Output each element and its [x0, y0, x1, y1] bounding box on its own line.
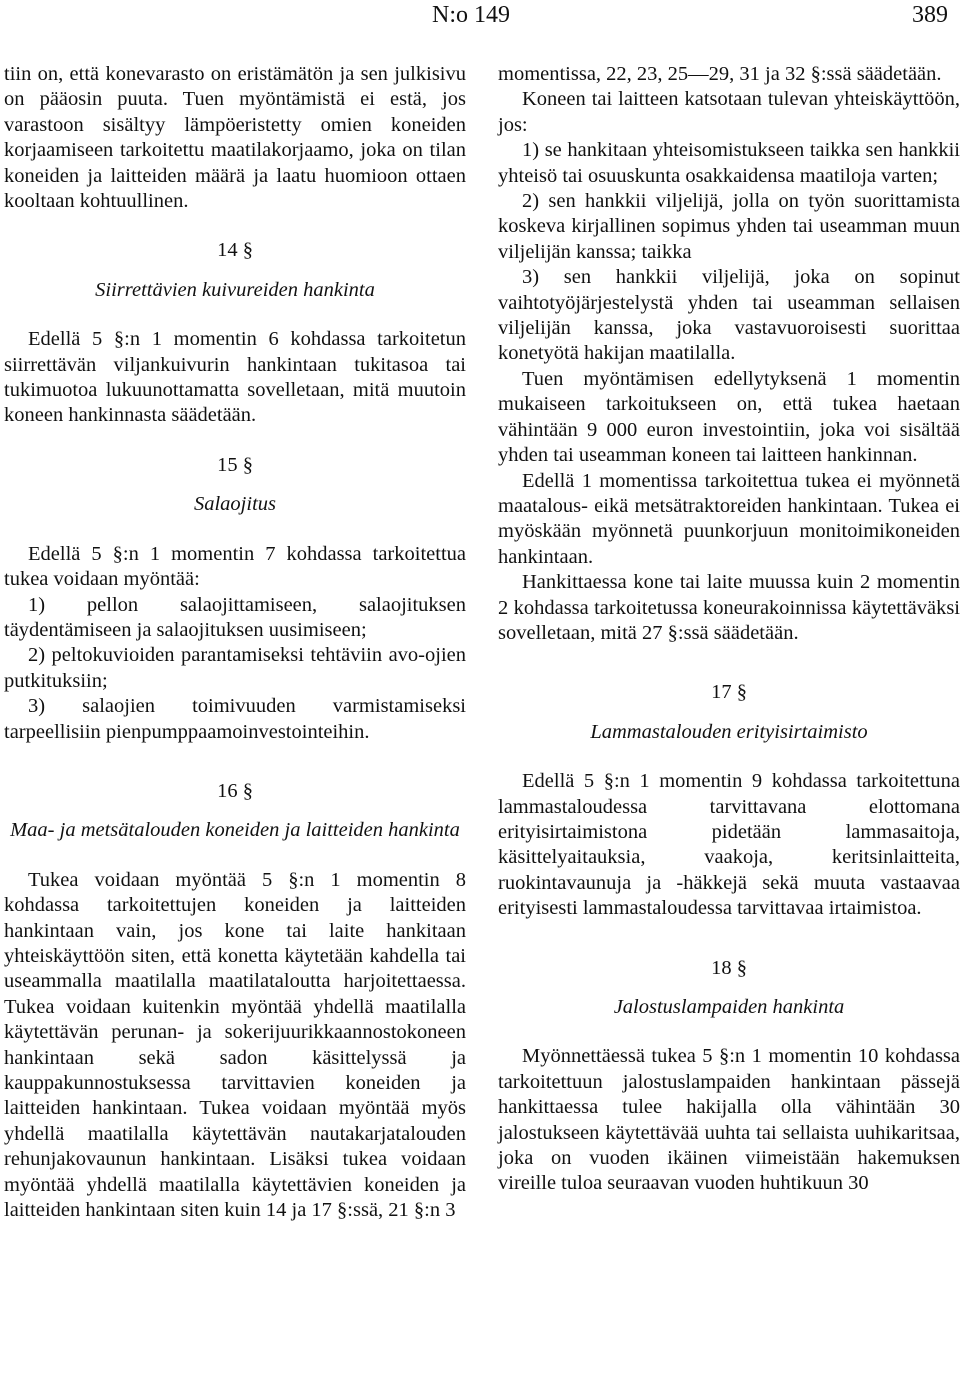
- section-title: Salaojitus: [193, 493, 276, 516]
- right-column: [498, 62, 960, 1197]
- section-number: 15 §: [217, 453, 253, 476]
- issue-number: N:o 149: [432, 2, 510, 28]
- section-number: 17 §: [711, 681, 747, 704]
- section-number: 16 §: [217, 779, 253, 802]
- paragraph: Edellä 5 §:n 1 momentin 7 kohdassa tarkoitettua tukea voidaan myöntää:: [4, 542, 466, 591]
- section-number: 14 §: [217, 239, 253, 262]
- list-item: 2) peltokuvioiden parantamiseksi tehtäviin avo-ojien putkituksiin;: [4, 644, 466, 692]
- paragraph: tiin on, että konevarasto on eristämätön ja sen julkisivu on pääosin puuta. Tuen myöntämistä ei estä, jos varastoon sisältyy lämpöeristetty omien koneiden korjaamiseen tarkoitettu maatilakorjaamo, joka on tilan koneiden ja laitteiden määrä ja laatu huomioon ottaen kooltaan kohtuullinen.: [4, 63, 466, 213]
- section-number: 18 §: [711, 956, 747, 979]
- section-title: Siirrettävien kuivureiden hankinta: [95, 278, 375, 301]
- paragraph: Koneen tai laitteen katsotaan tulevan yhteiskäyttöön, jos:: [498, 88, 960, 136]
- paragraph: Myönnettäessä tukea 5 §:n 1 momentin 10 kohdassa tarkoitettuun jalostuslampaiden hankintaan pässejä hankittaessa tulee hakijalla olla vähintään 30 jalostukseen käytettävää uuhta tai sellaista uuhikaritsaa, joka on vuoden ikäinen viimeistään hakemuksen vireille tuloa seuraavan vuoden huhtikuun 30: [498, 1045, 960, 1195]
- list-item: 2) sen hankkii viljelijä, jolla on työn suorittamista koskeva kirjallinen sopimus yhden tai useamman muun viljelijän kanssa; taikka: [498, 190, 960, 263]
- list-item: 1) pellon salaojittamiseen, salaojituksen täydentämiseen ja salaojituksen uusimiseen;: [4, 593, 466, 641]
- section-title: Maa- ja metsätalouden koneiden ja laitteiden hankinta: [10, 819, 460, 842]
- paragraph: Tukea voidaan myöntää 5 §:n 1 momentin 8 kohdassa tarkoitettujen koneiden ja laitteiden hankintaan vain, jos kone tai laite hankitaan yhteiskäyttöön siten, että konetta käytetään kahdella tai useammalla maatilalla maatilataloutta harjoitettaessa. Tukea voidaan kuitenkin myöntää yhdellä maatilalla käytettävän perunan- ja sokerijuurikkaannostokoneen hankintaan sekä sadon käsittelyssä ja kauppakunnostuksessa tarvittavien koneiden ja laitteiden hankintaan. Tukea voidaan myöntää myös yhdellä maatilalla käytettävän nautakarjatalouden rehunjakovaunun hankintaan. Lisäksi tukea voidaan myöntää yhdellä maatilalla käytettävien koneiden ja laitteiden hankintaan siten kuin 14 ja 17 §:ssä, 21 §:n 3: [4, 868, 466, 1222]
- page-number: 389: [912, 2, 948, 28]
- list-item: 3) salaojien toimivuuden varmistamiseksi tarpeellisiin pienpumppaamoinvestointeihin.: [4, 695, 466, 743]
- left-column: [4, 62, 466, 1223]
- section-title: Lammastalouden erityisirtaimisto: [590, 720, 868, 743]
- paragraph: Edellä 5 §:n 1 momentin 6 kohdassa tarkoitetun siirrettävän viljankuivurin hankintaan tukitasoa tai tukimuotoa lukuunottamatta sovelletaan, mitä muutoin koneen hankinnasta säädetään.: [4, 328, 466, 427]
- section-title: Jalostuslampaiden hankinta: [613, 996, 845, 1018]
- paragraph: momentissa, 22, 23, 25—29, 31 ja 32 §:ssä säädetään.: [498, 63, 942, 85]
- page-header: [0, 0, 960, 40]
- paragraph: Edellä 5 §:n 1 momentin 9 kohdassa tarkoitettuna lammastaloudessa tarvittavana elottomana erityisirtaimistona pidetään lammasaitoja, käsittelyaitauksia, vaakoja, keritsinlaitteita, ruokintavaunuja ja -häkkejä sekä muuta vastaavaa erityisesti lammastaloudessa tarvittavaa irtaimistoa.: [498, 770, 960, 920]
- paragraph: Tuen myöntämisen edellytyksenä 1 momentin mukaiseen tarkoitukseen on, että tukea haetaan vähintään 9 000 euron investointiin, joka voi sisältää yhden tai useamman koneen tai laitteen hankinnan.: [498, 367, 960, 467]
- list-item: 1) se hankitaan yhteisomistukseen taikka sen hankkii yhteisö tai osuuskunta osakkaidensa maatiloja varten;: [498, 139, 960, 187]
- list-item: 3) sen hankkii viljelijä, joka on sopinut vaihtotyöjärjestelystä yhden tai useamman sellaisen viljelijän kanssa, joka vastavuoroisesti suorittaa konetyötä hakijan maatilalla.: [498, 266, 960, 365]
- paragraph: Edellä 1 momentissa tarkoitettua tukea ei myönnetä maatalous- eikä metsätraktoreiden hankintaan. Tukea ei myöskään myönnetä puunkorjuun monitoimikoneiden hankintaan.: [498, 469, 960, 568]
- paragraph: Hankittaessa kone tai laite muussa kuin 2 momentin 2 kohdassa tarkoitetussa koneurakoinnissa käytettäväksi sovelletaan, mitä 27 §:ssä säädetään.: [498, 571, 960, 644]
